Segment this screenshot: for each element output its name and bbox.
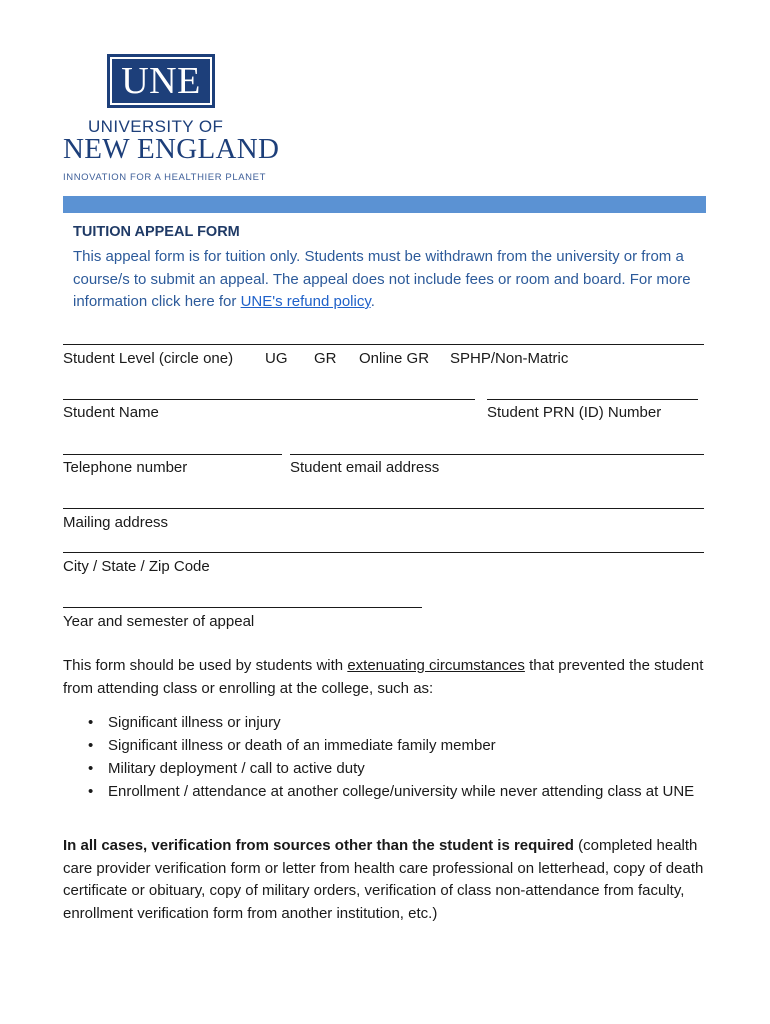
list-item-text: Significant illness or injury xyxy=(108,714,281,731)
mailing-address-field[interactable] xyxy=(63,508,704,509)
student-name-field[interactable] xyxy=(63,399,475,400)
telephone-field[interactable] xyxy=(63,454,282,455)
list-item-text: Enrollment / attendance at another college/university while never attending class at UNE xyxy=(108,783,695,800)
city-state-zip-field[interactable] xyxy=(63,552,704,553)
student-level-label: Student Level (circle one) xyxy=(63,350,234,367)
list-item xyxy=(63,757,708,780)
logo-new-england: NEW ENGLAND xyxy=(63,133,280,165)
mailing-address-label: Mailing address xyxy=(63,514,169,531)
refund-policy-link[interactable]: UNE's refund policy xyxy=(240,293,371,310)
bullet-icon: • xyxy=(88,783,94,800)
bullet-icon: • xyxy=(88,714,94,731)
list-item xyxy=(63,711,708,734)
circumstances-list xyxy=(63,711,708,803)
email-field[interactable] xyxy=(290,454,704,455)
verification-paragraph xyxy=(63,835,708,925)
intro-text: This appeal form is for tuition only. Students must be withdrawn from the university or from a course/s to submit an appeal. The appeal does not include fees or room and board. For more information click here for xyxy=(73,248,691,310)
list-item-text: Military deployment / call to active duty xyxy=(108,760,365,777)
logo-university-of: UNIVERSITY OF xyxy=(88,117,224,136)
city-state-zip-label: City / State / Zip Code xyxy=(63,558,210,575)
student-prn-label: Student PRN (ID) Number xyxy=(487,404,662,421)
verification-rest-text: (completed health care provider verification form or letter from health care professional on letterhead, copy of death certificate or obituary, copy of military orders, verification of class non-attendance from faculty, enrollment verification form from another institution, etc.) xyxy=(63,837,704,922)
email-label: Student email address xyxy=(290,459,440,476)
signature-rule-top xyxy=(63,344,704,345)
level-option-sphp[interactable]: SPHP/Non-Matric xyxy=(450,350,569,367)
level-option-online-gr[interactable]: Online GR xyxy=(359,350,430,367)
une-logo-mark xyxy=(107,54,215,108)
telephone-label: Telephone number xyxy=(63,459,188,476)
header-band xyxy=(63,196,706,213)
bullet-icon: • xyxy=(88,737,94,754)
verification-bold-text: In all cases, verification from sources other than the student is required xyxy=(63,837,574,854)
year-semester-field[interactable] xyxy=(63,607,422,608)
level-option-gr[interactable]: GR xyxy=(314,350,337,367)
form-title: TUITION APPEAL FORM xyxy=(73,224,240,240)
logo-mark-text: UNE xyxy=(110,57,212,105)
student-prn-field[interactable] xyxy=(487,399,698,400)
logo-tagline: INNOVATION FOR A HEALTHIER PLANET xyxy=(63,172,266,183)
list-item-text: Significant illness or death of an immediate family member xyxy=(108,737,496,754)
intro-paragraph xyxy=(73,246,703,314)
year-semester-label: Year and semester of appeal xyxy=(63,613,255,630)
list-item xyxy=(63,780,708,803)
extenuating-circumstances-term: extenuating circumstances xyxy=(347,657,525,674)
circumstances-text-before: This form should be used by students with xyxy=(63,657,348,674)
level-option-ug[interactable]: UG xyxy=(265,350,288,367)
student-name-label: Student Name xyxy=(63,404,159,421)
bullet-icon: • xyxy=(88,760,94,777)
list-item xyxy=(63,734,708,757)
circumstances-text-after: that prevented the student from attending class or enrolling at the college, such as: xyxy=(63,657,704,697)
circumstances-paragraph xyxy=(63,655,708,700)
intro-end: . xyxy=(370,293,375,310)
